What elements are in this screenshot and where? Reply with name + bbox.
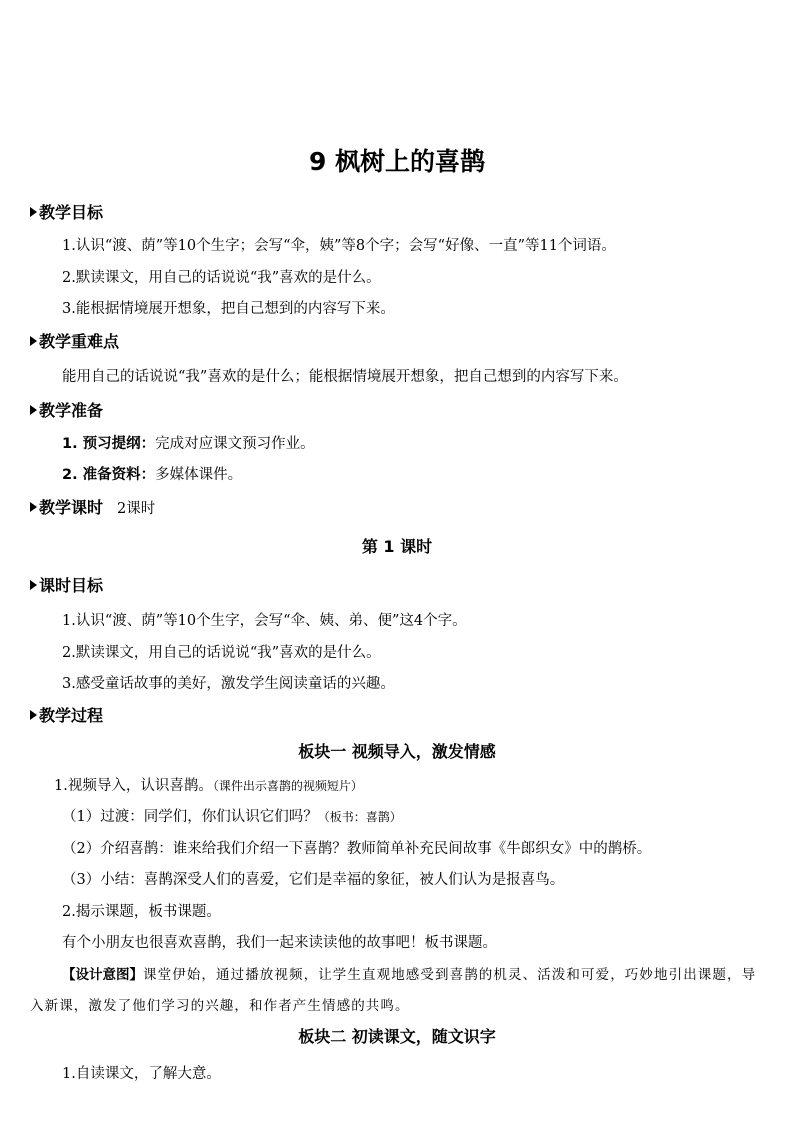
block1-sub1: （1）过渡：同学们，你们认识它们吗？（板书：喜鹊） <box>62 809 402 825</box>
heading-teaching-goals: 教学目标 <box>30 202 103 224</box>
class-hours-value: 2课时 <box>117 501 156 517</box>
heading-lesson-goals: 课时目标 <box>30 575 103 597</box>
lesson-goal-3: 3.感受童话故事的美好，激发学生阅读童话的兴趣。 <box>62 676 395 692</box>
prep-item-1: 1. 预习提纲：完成对应课文预习作业。 <box>62 436 315 452</box>
heading-teaching-process: 教学过程 <box>30 705 103 727</box>
design-intent-paragraph: 【设计意图】课堂伊始，通过播放视频，让学生直观地感受到喜鹊的机灵、活泼和可爱，巧妙地引出课题，导入新课，激发了他们学习的兴趣，和作者产生情感的共鸣。 <box>30 967 757 1014</box>
triangle-bullet-icon <box>30 502 37 512</box>
heading-class-hours: 教学课时 2课时 <box>30 497 155 520</box>
lesson-goal-1: 1.认识“渡、荫”等10个生字，会写“伞、姨、弟、便”这4个字。 <box>62 613 467 629</box>
goal-item-1: 1.认识“渡、荫”等10个生字；会写“伞，姨”等8个字；会写“好像、一直”等11个词语。 <box>62 238 616 254</box>
block1-step2-text: 有个小朋友也很喜欢喜鹊，我们一起来读读他的故事吧！板书课题。 <box>62 935 497 951</box>
block1-title: 板块一 视频导入，激发情感 <box>298 742 496 761</box>
block1-step1: 1.视频导入，认识喜鹊。（课件出示喜鹊的视频短片） <box>54 778 363 794</box>
block2-step1: 1.自读课文，了解大意。 <box>62 1066 221 1082</box>
key-points-text: 能用自己的话说说“我”喜欢的是什么；能根据情境展开想象，把自己想到的内容写下来。 <box>62 369 628 385</box>
triangle-bullet-icon <box>30 710 37 720</box>
lesson1-title: 第 1 课时 <box>361 537 433 556</box>
heading-preparation: 教学准备 <box>30 400 103 422</box>
goal-item-3: 3.能根据情境展开想象，把自己想到的内容写下来。 <box>62 301 395 317</box>
lesson-title: 9 枫树上的喜鹊 <box>308 147 486 176</box>
block1-sub2: （2）介绍喜鹊：谁来给我们介绍一下喜鹊？教师简单补充民间故事《牛郎织女》中的鹊桥。 <box>62 841 652 857</box>
lesson-goal-2: 2.默读课文，用自己的话说说“我”喜欢的是什么。 <box>62 645 381 661</box>
triangle-bullet-icon <box>30 207 37 217</box>
block1-step2: 2.揭示课题，板书课题。 <box>62 904 221 920</box>
heading-key-points: 教学重难点 <box>30 331 119 353</box>
goal-item-2: 2.默读课文，用自己的话说说“我”喜欢的是什么。 <box>62 270 381 286</box>
block2-title: 板块二 初读课文，随文识字 <box>298 1027 496 1046</box>
prep-item-2: 2. 准备资料：多媒体课件。 <box>62 467 243 483</box>
triangle-bullet-icon <box>30 405 37 415</box>
triangle-bullet-icon <box>30 336 37 346</box>
triangle-bullet-icon <box>30 580 37 590</box>
block1-sub3: （3）小结：喜鹊深受人们的喜爱，它们是幸福的象征，被人们认为是报喜鸟。 <box>62 872 565 888</box>
